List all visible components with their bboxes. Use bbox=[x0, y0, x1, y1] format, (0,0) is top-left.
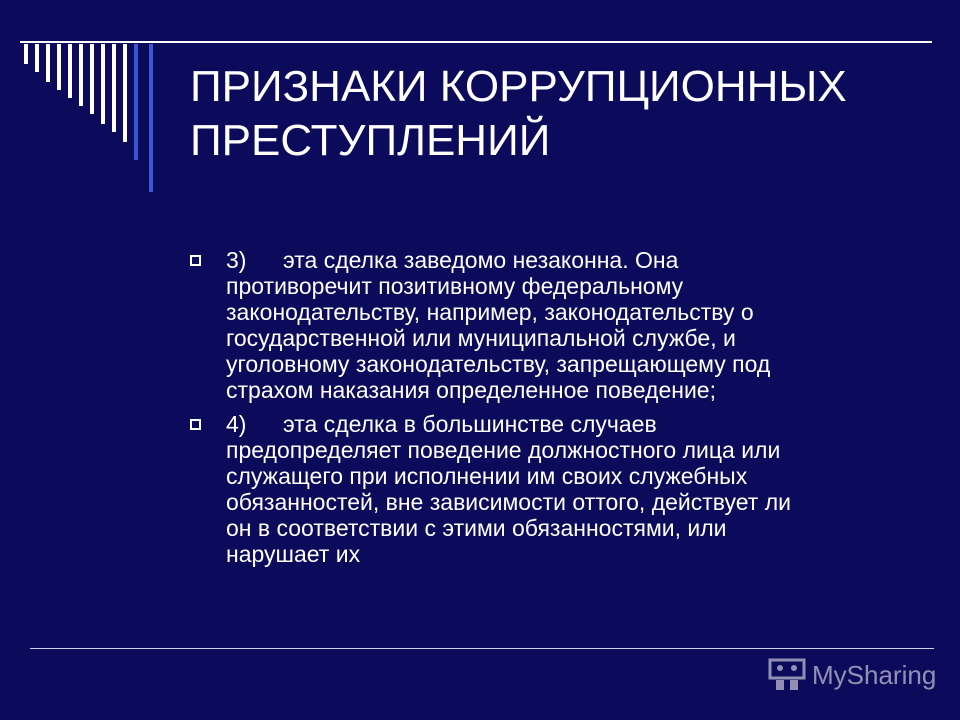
square-bullet-icon bbox=[190, 419, 201, 430]
bullet-line: нарушает их bbox=[226, 541, 361, 567]
watermark-text: MySharing bbox=[812, 659, 937, 690]
bullet-line: страхом наказания определенное поведение; bbox=[226, 377, 716, 403]
bullet-list bbox=[188, 247, 908, 575]
bullet-line: он в соответствии с этими обязанностями, или bbox=[226, 515, 727, 541]
square-bullet-icon bbox=[190, 255, 201, 266]
slide-title bbox=[190, 60, 930, 168]
bullet-line: государственной или муниципальной службе, и bbox=[226, 325, 736, 351]
item-number: 4) bbox=[226, 411, 247, 437]
list-item bbox=[188, 247, 908, 403]
bullet-line bbox=[226, 411, 908, 437]
bullet-line: законодательству, например, законодательству о bbox=[226, 299, 754, 325]
bullet-line: служащего при исполнении им своих служебных bbox=[226, 463, 748, 489]
bullet-line bbox=[226, 247, 908, 273]
bullet-line: противоречит позитивному федеральному bbox=[226, 273, 684, 299]
bullet-line: уголовному законодательству, запрещающему под bbox=[226, 351, 771, 377]
bullet-text: эта сделка заведомо незаконна. Она bbox=[283, 247, 679, 273]
title-line: ПРИЗНАКИ КОРРУПЦИОННЫХ bbox=[190, 62, 847, 111]
footer-divider bbox=[30, 648, 934, 649]
item-number: 3) bbox=[226, 247, 247, 273]
mysharing-watermark[interactable] bbox=[768, 658, 936, 692]
list-item bbox=[188, 411, 908, 567]
bullet-line: предопределяет поведение должностного лица или bbox=[226, 437, 781, 463]
bullet-text: эта сделка в большинстве случаев bbox=[283, 411, 657, 437]
classroom-icon bbox=[768, 658, 806, 692]
title-line: ПРЕСТУПЛЕНИЙ bbox=[190, 116, 551, 165]
bullet-line: обязанностей, вне зависимости оттого, действует ли bbox=[226, 489, 791, 515]
